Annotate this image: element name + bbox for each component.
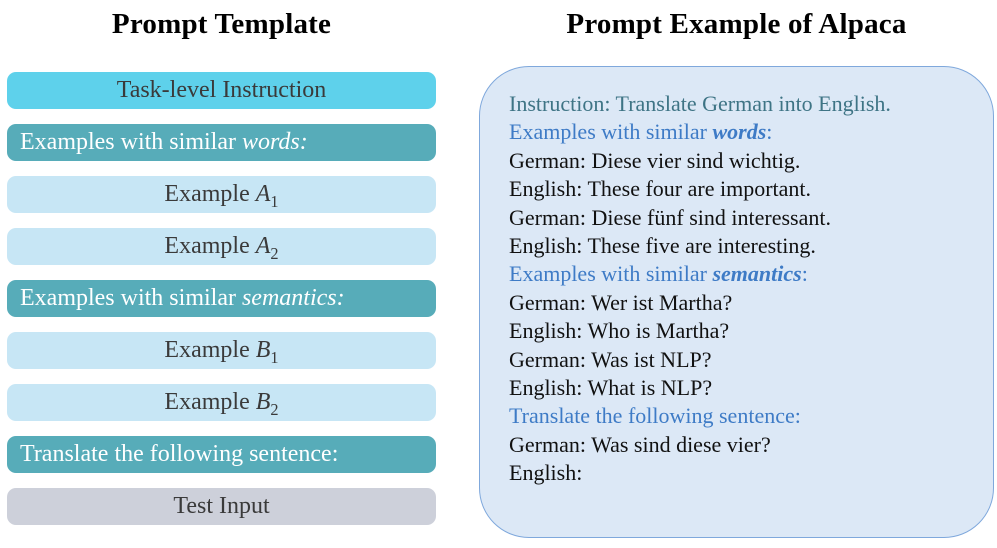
prompt-line-german-1: German: Diese vier sind wichtig. (509, 147, 801, 173)
prompt-line-english-test: English: (509, 460, 583, 486)
prompt-template-panel (7, 72, 436, 525)
template-box-example-b2 (7, 384, 436, 421)
line-text: : (801, 261, 808, 287)
box-label-emphasis: semantics: (241, 285, 345, 311)
variable-subscript: 1 (270, 191, 279, 211)
template-box-example-b1 (7, 332, 436, 369)
template-box-test-input (7, 488, 436, 525)
variable-letter: A (255, 233, 271, 259)
box-label: Example (164, 181, 256, 207)
box-label: Example (164, 337, 256, 363)
box-label-emphasis: words: (241, 129, 308, 155)
prompt-line-german-4: German: Was ist NLP? (509, 346, 712, 372)
box-label: Example (164, 389, 256, 415)
prompt-line-similar-semantics-header (509, 260, 979, 288)
variable-subscript: 1 (270, 347, 279, 367)
prompt-line-english-2: English: These five are interesting. (509, 233, 816, 259)
variable-subscript: 2 (270, 243, 279, 263)
variable-letter: A (255, 181, 271, 207)
box-label: Test Input (173, 493, 270, 519)
prompt-line-translate-header: Translate the following sentence: (509, 403, 801, 429)
line-text: Examples with similar (509, 119, 713, 145)
box-label: Task-level Instruction (116, 77, 327, 103)
template-box-task-level-instruction (7, 72, 436, 109)
box-label: Example (164, 233, 256, 259)
prompt-line-english-3: English: Who is Martha? (509, 318, 730, 344)
box-label: Examples with similar (20, 129, 242, 155)
template-box-similar-semantics-header (7, 280, 436, 317)
line-text: : (766, 119, 773, 145)
prompt-line-instruction: Instruction: Translate German into English. (509, 91, 891, 116)
template-box-example-a2 (7, 228, 436, 265)
prompt-example-bubble (479, 66, 994, 538)
variable-letter: B (255, 337, 271, 363)
line-text: Examples with similar (509, 261, 713, 287)
prompt-line-german-3: German: Wer ist Martha? (509, 289, 733, 315)
template-box-example-a1 (7, 176, 436, 213)
box-label: Translate the following sentence: (20, 441, 339, 467)
prompt-template-title: Prompt Template (111, 8, 332, 40)
variable-subscript: 2 (270, 399, 279, 419)
line-emphasis: semantics (712, 261, 802, 287)
prompt-line-english-1: English: These four are important. (509, 176, 812, 202)
prompt-line-similar-words-header (509, 118, 979, 146)
prompt-example-title: Prompt Example of Alpaca (566, 8, 907, 40)
template-box-translate-sentence-header (7, 436, 436, 473)
prompt-line-german-2: German: Diese fünf sind interessant. (509, 204, 831, 230)
line-emphasis: words (712, 119, 767, 145)
box-label: Examples with similar (20, 285, 242, 311)
prompt-line-english-4: English: What is NLP? (509, 375, 713, 401)
prompt-line-german-test: German: Was sind diese vier? (509, 431, 771, 457)
template-box-similar-words-header (7, 124, 436, 161)
variable-letter: B (255, 389, 271, 415)
